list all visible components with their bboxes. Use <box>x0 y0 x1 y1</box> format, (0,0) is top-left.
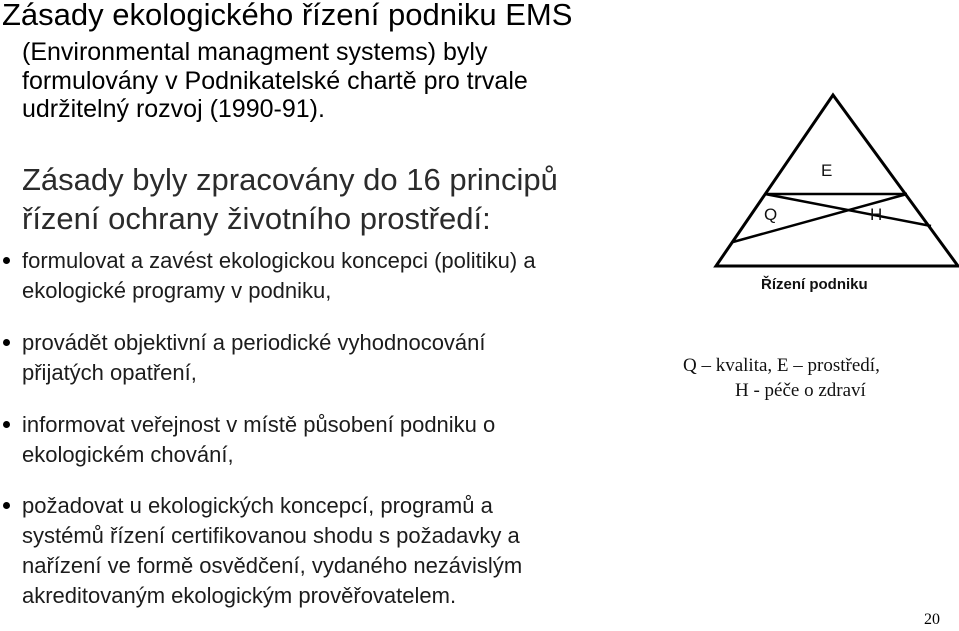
label-e: E <box>821 161 833 180</box>
bullet-dot-icon <box>3 339 10 346</box>
legend-line: Q – kvalita, E – prostředí, <box>683 355 880 376</box>
bullet-line: systémů řízení certifikovanou shodu s požadavky a <box>22 523 520 548</box>
slide-title: Zásady ekologického řízení podniku EMS <box>2 0 573 32</box>
heading-line: Zásady byly zpracovány do 16 principů <box>22 162 558 197</box>
bullet-line: ekologické programy v podniku, <box>22 278 332 303</box>
bullet-line: akreditovaným ekologickým prověřovatelem. <box>22 583 457 608</box>
bullet-line: formulovat a zavést ekologickou koncepci (politiku) a <box>22 248 536 273</box>
bullet-line: informovat veřejnost v místě působení podniku o <box>22 412 496 437</box>
bullet-line: ekologickém chování, <box>22 442 234 467</box>
bullet-line: přijatých opatření, <box>22 360 197 385</box>
label-q: Q <box>764 205 778 224</box>
bullet-dot-icon <box>3 421 10 428</box>
ems-triangle-diagram <box>712 90 959 320</box>
diagram-caption: Řízení podniku <box>761 276 868 293</box>
intro-line: formulovány v Podnikatelské chartě pro trvale <box>22 66 528 95</box>
intro-line: udržitelný rozvoj (1990-91). <box>22 95 325 123</box>
legend-line: H - péče o zdraví <box>735 380 866 401</box>
diagram-legend <box>683 353 880 403</box>
bullet-line: nařízení ve formě osvědčení, vydaného nezávislým <box>22 553 523 578</box>
page-number: 20 <box>924 611 940 628</box>
bullet-line: požadovat u ekologických koncepcí, programů a <box>22 493 493 518</box>
intro-paragraph <box>22 38 528 124</box>
bullet-dot-icon <box>3 502 10 509</box>
triangle-outline <box>716 95 958 266</box>
bullet-line: provádět objektivní a periodické vyhodnocování <box>22 330 486 355</box>
intro-line: (Environmental managment systems) byly <box>22 38 488 66</box>
heading-line: řízení ochrany životního prostředí: <box>22 201 491 236</box>
label-h: H <box>870 205 883 224</box>
principles-heading <box>22 160 558 238</box>
bullet-dot-icon <box>3 257 10 264</box>
